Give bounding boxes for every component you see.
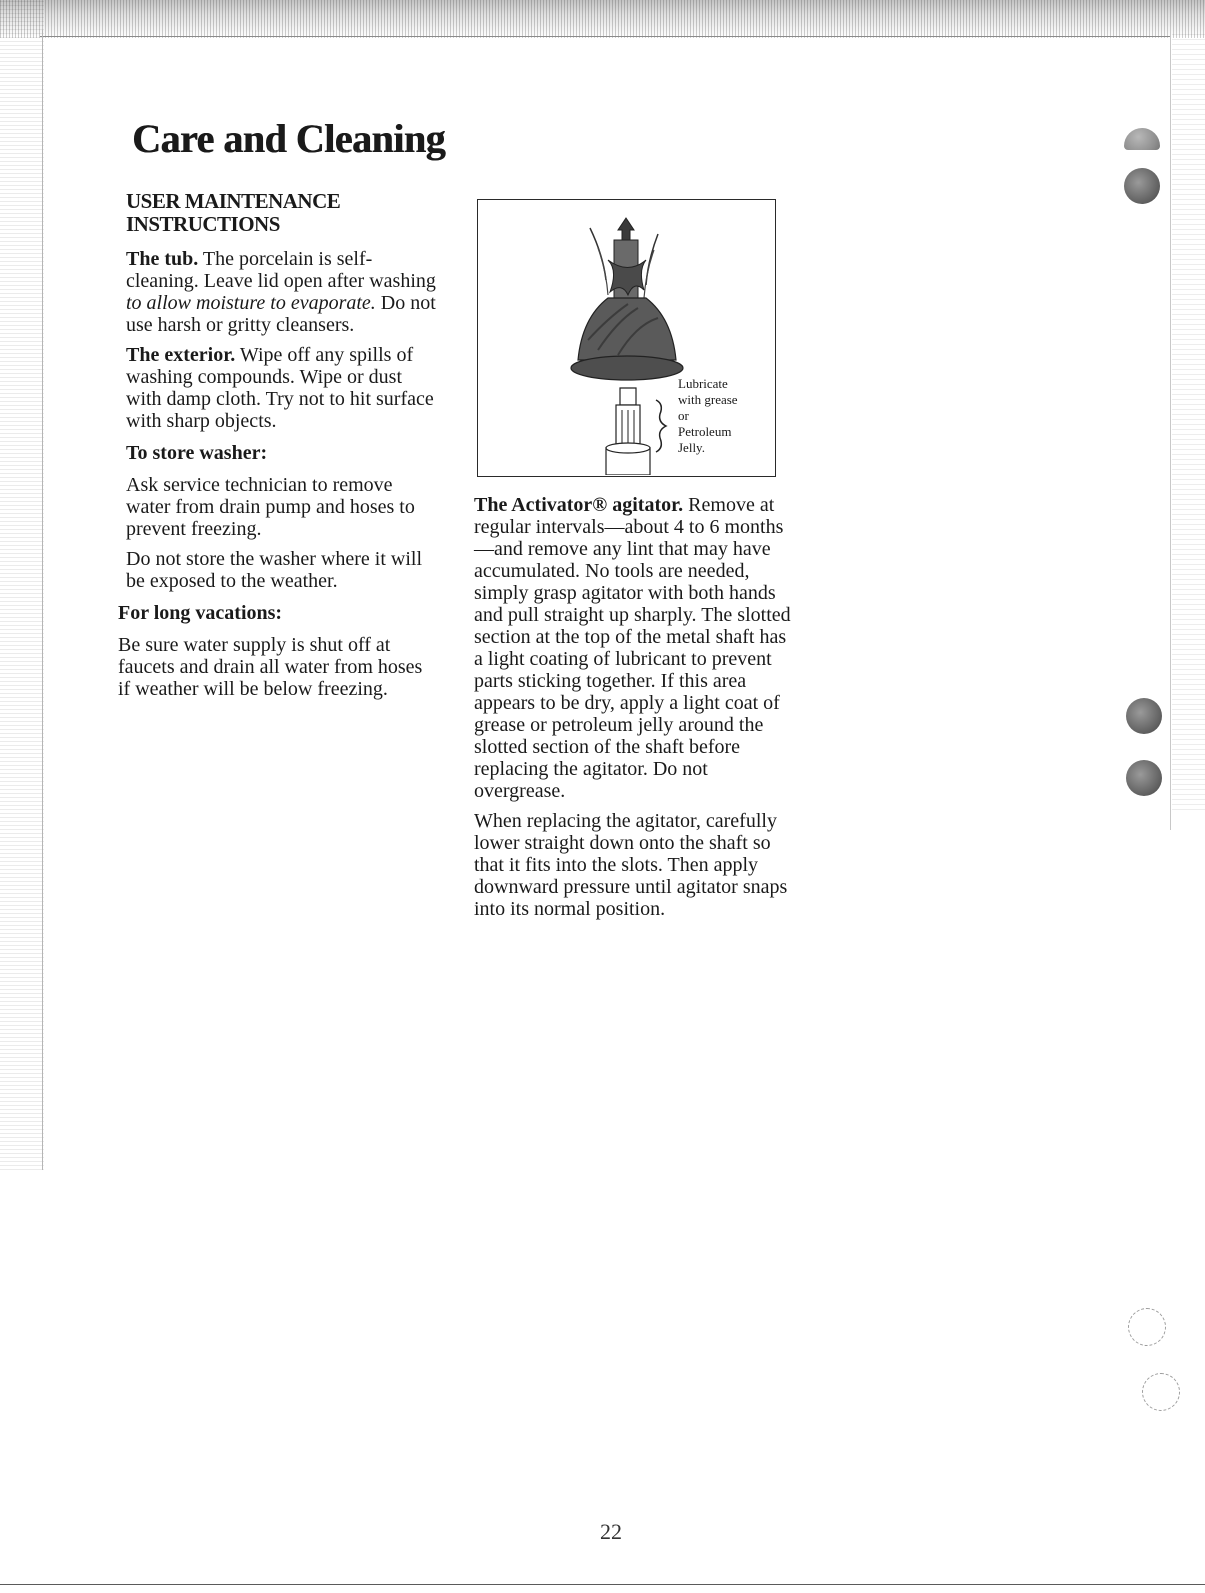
tub-paragraph [118, 248, 438, 336]
page-title: Care and Cleaning [132, 116, 446, 161]
binder-hole-icon [1124, 128, 1160, 150]
tub-text-b: Do not use harsh or gritty cleansers. [126, 292, 436, 336]
figure-label-line: Petroleum [678, 424, 732, 439]
store-paragraph-1: Ask service technician to remove water from drain pump and hoses to prevent freezing. [126, 474, 415, 540]
binder-hole-outline-icon [1128, 1308, 1166, 1346]
activator-lead: The Activator® agitator. [474, 494, 684, 516]
tub-text-a: The porcelain is self-cleaning. Leave lid open after washing [126, 248, 436, 292]
vacation-heading: For long vacations: [118, 602, 283, 624]
scan-left-border [0, 0, 44, 1170]
right-column [474, 494, 794, 928]
store-heading: To store washer: [126, 442, 268, 464]
page-number: 22 [600, 1519, 622, 1544]
tub-lead: The tub. [126, 248, 199, 270]
figure-label [678, 376, 768, 456]
binder-hole-icon [1126, 760, 1162, 796]
activator-text: Remove at regular intervals—about 4 to 6 months—and remove any lint that may have accumulated. No tools are needed, simply grasp agitator with both hands and pull straight up sharply. The slotted section at the top of the metal shaft has a light coating of lubricant to prevent parts sticking together. If this area appears to be dry, apply a light coat of grease or petroleum jelly around the slotted section of the shaft before replacing the agitator. Do not overgrease. [474, 494, 791, 802]
activator-paragraph [474, 494, 794, 802]
scan-right-border [1172, 30, 1205, 810]
tub-text-italic: to allow moisture to evaporate. [126, 292, 376, 314]
replacing-paragraph: When replacing the agitator, carefully lower straight down onto the shaft so that it fits into the slots. Then apply downward pressure until agitator snaps into its normal position. [474, 810, 788, 920]
figure-label-line: with grease [678, 392, 738, 407]
exterior-text: Wipe off any spills of washing compounds. Wipe or dust with damp cloth. Try not to hit surface with sharp objects. [126, 344, 434, 432]
scan-top-border [0, 0, 1205, 38]
figure-label-line: or [678, 408, 689, 423]
section-heading: USER MAINTENANCE INSTRUCTIONS [126, 189, 341, 236]
scan-bottom-line [0, 1584, 1205, 1585]
left-column [118, 190, 438, 708]
scan-right-edge [1170, 30, 1171, 830]
binder-hole-icon [1124, 168, 1160, 204]
binder-hole-outline-icon [1142, 1373, 1180, 1411]
scan-top-line [40, 36, 1170, 37]
scan-left-edge [42, 30, 43, 1170]
store-paragraph-2: Do not store the washer where it will be exposed to the weather. [126, 548, 423, 592]
exterior-lead: The exterior. [126, 344, 236, 366]
figure-label-line: Lubricate [678, 376, 728, 391]
agitator-figure [477, 199, 776, 477]
figure-label-line: Jelly. [678, 440, 705, 455]
binder-hole-icon [1126, 698, 1162, 734]
exterior-paragraph [118, 344, 438, 432]
vacation-paragraph: Be sure water supply is shut off at faucets and drain all water from hoses if weather will be below freezing. [118, 634, 423, 700]
